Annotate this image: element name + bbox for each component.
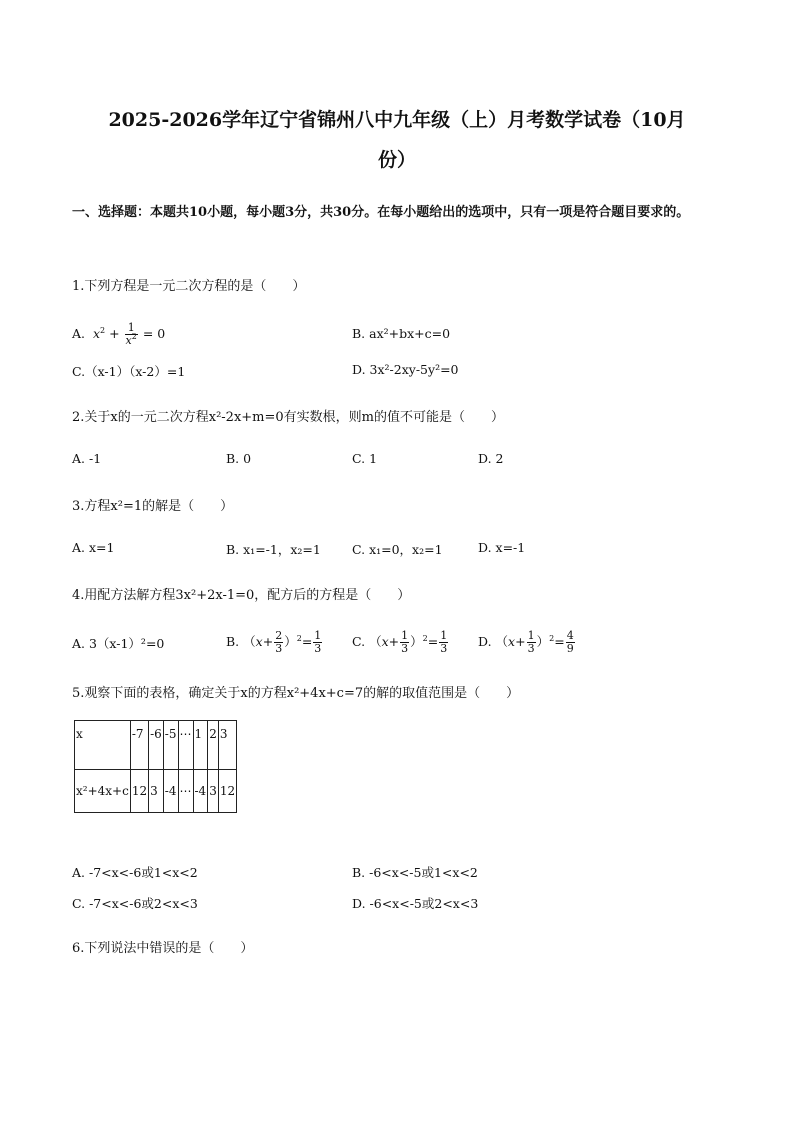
question-1-option-c: C.（x-1）（x-2）=1 <box>72 364 186 379</box>
option-c-fraction-1: $\frac{1}{3}$ <box>401 629 409 655</box>
option-d-label: D. <box>478 634 492 649</box>
table-cell: 1 <box>193 721 208 770</box>
question-1-option-a: A. $x^2$ + $\frac{1}{x^2}$ = 0 <box>72 321 166 347</box>
table-cell: x <box>75 721 131 770</box>
option-d-fraction-2: $\frac{4}{9}$ <box>566 629 574 655</box>
table-cell: 12 <box>130 770 148 813</box>
question-3-stem: 3.方程x²=1的解是（ ） <box>72 499 234 514</box>
option-d-fraction-1: $\frac{1}{3}$ <box>527 629 535 655</box>
question-5-stem: 5.观察下面的表格，确定关于x的方程x²+4x+c=7的解的取值范围是（ ） <box>72 686 520 701</box>
table-cell: 3 <box>208 770 219 813</box>
question-3-option-b: B. x₁=-1，x₂=1 <box>226 542 321 557</box>
table-cell: ⋯ <box>178 721 193 770</box>
table-row <box>75 721 237 770</box>
question-2-option-d: D. 2 <box>478 451 504 466</box>
question-3-option-a: A. x=1 <box>72 540 115 555</box>
table-cell: 3 <box>149 770 164 813</box>
question-2-stem: 2.关于x的一元二次方程x²-2x+m=0有实数根，则m的值不可能是（ ） <box>72 410 504 425</box>
table-cell: 2 <box>208 721 219 770</box>
table-cell: 3 <box>218 721 236 770</box>
question-3-option-c: C. x₁=0，x₂=1 <box>352 542 443 557</box>
option-b-label: B. <box>226 634 240 649</box>
table-cell: -4 <box>163 770 178 813</box>
table-cell: -6 <box>149 721 164 770</box>
question-4-option-c: C. （x+ $\frac{1}{3}$ ）$^2$= $\frac{1}{3}$ <box>352 629 448 655</box>
table-cell: -4 <box>193 770 208 813</box>
question-4-option-d: D. （x+ $\frac{1}{3}$ ）$^2$= $\frac{4}{9}$ <box>478 629 574 655</box>
question-4-stem: 4.用配方法解方程3x²+2x-1=0，配方后的方程是（ ） <box>72 588 411 603</box>
option-a-numerator: 1 <box>125 322 138 335</box>
option-b-fraction-2: $\frac{1}{3}$ <box>314 629 322 655</box>
option-a-label: A. <box>72 326 86 341</box>
table-cell: -5 <box>163 721 178 770</box>
exam-title <box>60 100 734 180</box>
question-4-option-b: B. （x+ $\frac{2}{3}$ ）$^2$= $\frac{1}{3}$ <box>226 629 322 655</box>
question-2-option-a: A. -1 <box>72 451 102 466</box>
question-5-option-a: A. -7<x<-6或1<x<2 <box>72 865 198 880</box>
question-5-option-c: C. -7<x<-6或2<x<3 <box>72 896 198 911</box>
question-1-option-b: B. ax²+bx+c=0 <box>352 326 451 341</box>
question-3-option-d: D. x=-1 <box>478 540 526 555</box>
table-cell: ⋯ <box>178 770 193 813</box>
question-6-stem: 6.下列说法中错误的是（ ） <box>72 941 254 956</box>
question-5-option-b: B. -6<x<-5或1<x<2 <box>352 865 478 880</box>
section-heading: 一、选择题：本题共10小题，每小题3分，共30分。在每小题给出的选项中，只有一项是符合题目要求的。 <box>72 205 690 220</box>
exam-title-line1: 2025-2026学年辽宁省锦州八中九年级（上）月考数学试卷（10月 <box>108 109 686 131</box>
table-cell: 12 <box>218 770 236 813</box>
option-c-label: C. <box>352 634 366 649</box>
table-row <box>75 770 237 813</box>
table-cell: -7 <box>130 721 148 770</box>
question-4-option-a: A. 3（x-1）²=0 <box>72 636 165 651</box>
values-table <box>74 720 237 813</box>
option-a-fraction: $\frac{1}{x^2}$ <box>125 321 137 347</box>
question-1-option-d: D. 3x²-2xy-5y²=0 <box>352 362 459 377</box>
question-1-stem: 1.下列方程是一元二次方程的是（ ） <box>72 279 306 294</box>
question-2-option-c: C. 1 <box>352 451 378 466</box>
question-5-option-d: D. -6<x<-5或2<x<3 <box>352 896 479 911</box>
table-cell: x²+4x+c <box>75 770 131 813</box>
option-c-fraction-2: $\frac{1}{3}$ <box>440 629 448 655</box>
option-b-fraction-1: $\frac{2}{3}$ <box>275 629 283 655</box>
question-2-option-b: B. 0 <box>226 451 252 466</box>
exam-title-line2: 份） <box>377 149 416 171</box>
